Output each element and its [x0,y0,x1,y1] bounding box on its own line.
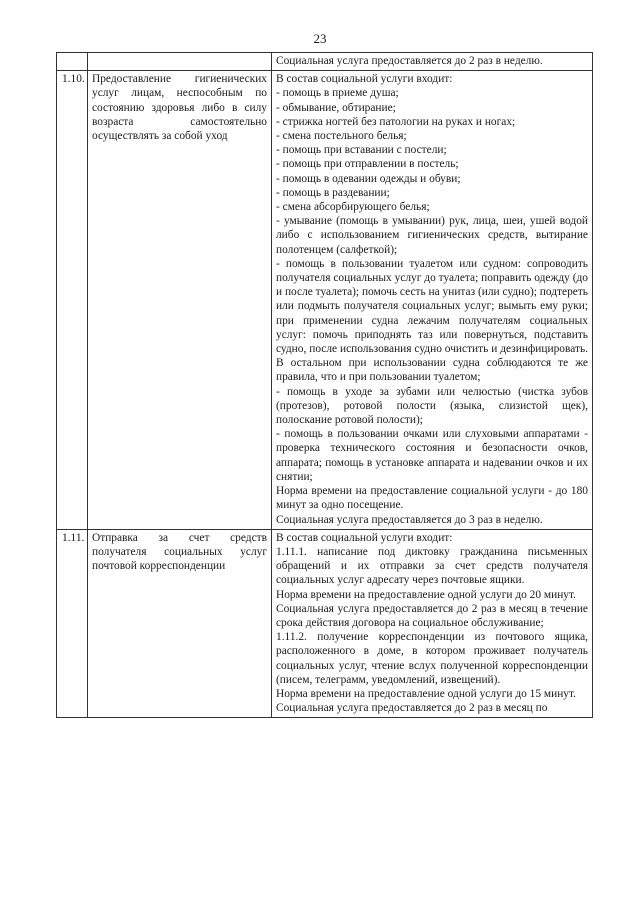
description-line: - обмывание, обтирание; [276,101,396,114]
table-row-1-10 [57,71,593,530]
description-line: Социальная услуга предоставляется до 3 раз в неделю. [276,513,543,526]
description-line: - помощь в уходе за зубами или челюстью (чистка зубов (протезов), ротовой полости (языка, слизистой щек), полоскание ротовой полости); [276,385,588,427]
service-name: Предоставление гигиенических услуг лицам, неспособным по состоянию здоровья либо в силу возраста самостоятельно осуществлять за собой уход [88,71,272,530]
page-number: 23 [313,31,327,46]
cell-name [88,53,272,71]
description-line: - помощь в раздевании; [276,186,390,199]
cell-description [272,53,593,71]
description-line: - умывание (помощь в умывании) рук, лица, шеи, ушей водой либо с использованием гигиенических средств, вытирание полотенцем (салфеткой); [276,215,588,256]
description-line: Норма времени на предоставление одной услуги до 15 минут. [276,687,576,700]
description-line: - смена абсорбирующего белья; [276,201,430,214]
description-line: - помощь в одевании одежды и обуви; [276,172,461,185]
description-line: Социальная услуга предоставляется до 2 раз в месяц в течение срока действия договора на социальное обслуживание; [276,602,588,629]
continuation-text: Социальная услуга предоставляется до 2 раз в неделю. [276,55,543,67]
description-line: - смена постельного белья; [276,130,407,143]
description-line: - помощь в приеме душа; [276,87,399,100]
description-line: Социальная услуга предоставляется до 2 раз в месяц по [276,702,548,715]
table-row-1-11 [57,529,593,718]
description-line: - помощь при вставании с постели; [276,144,447,157]
services-table [56,52,593,718]
service-number: 1.11. [57,529,88,718]
description-line: - помощь при отправлении в постель; [276,158,459,171]
service-name: Отправка за счет средств получателя социальных услуг почтовой корреспонденции [88,529,272,718]
description-line: Норма времени на предоставление социальной услуги - до 180 минут за одно посещение. [276,485,588,512]
description-line: - помощь в пользовании туалетом или судном: сопроводить получателя социальных услуг до туалета; поправить одежду (до и после туалета); помочь сесть на унитаз (или судно); подтереть или подмыть получателя социальных услуг; вымыть ему руки; при применении судна лежачим получателям социальных услуг: помочь приподнять таз или повернуться, подставить судно, после использования судно очистить и дезинфицировать. В остальном при использовании судна соблюдаются те же правила, что и при пользовании туалетом; [276,257,588,384]
description-line: 1.11.2. получение корреспонденции из почтового ящика, расположенного в доме, в котором проживает получатель социальных услуг, чтение вслух полученной корреспонденции (писем, телеграмм, уведомлений, извещений). [276,631,588,686]
description-line: Норма времени на предоставление одной услуги до 20 минут. [276,588,576,601]
description-line: 1.11.1. написание под диктовку гражданина письменных обращений и их отправки за счет средств получателя социальных услуг адресату через почтовые ящики. [276,545,588,587]
service-description [272,529,593,718]
cell-number [57,53,88,71]
description-line: В состав социальной услуги входит: [276,73,453,86]
table-row-continuation [57,53,593,71]
description-line: - стрижка ногтей без патологии на руках и ногах; [276,115,516,128]
service-number: 1.10. [57,71,88,530]
description-line: В состав социальной услуги входит: [276,531,453,544]
description-line: - помощь в пользовании очками или слуховыми аппаратами - проверка технического состояния и безопасности очков, аппарата; помощь в установке аппарата и надевании очков и их снятии; [276,428,588,483]
service-description [272,71,593,530]
